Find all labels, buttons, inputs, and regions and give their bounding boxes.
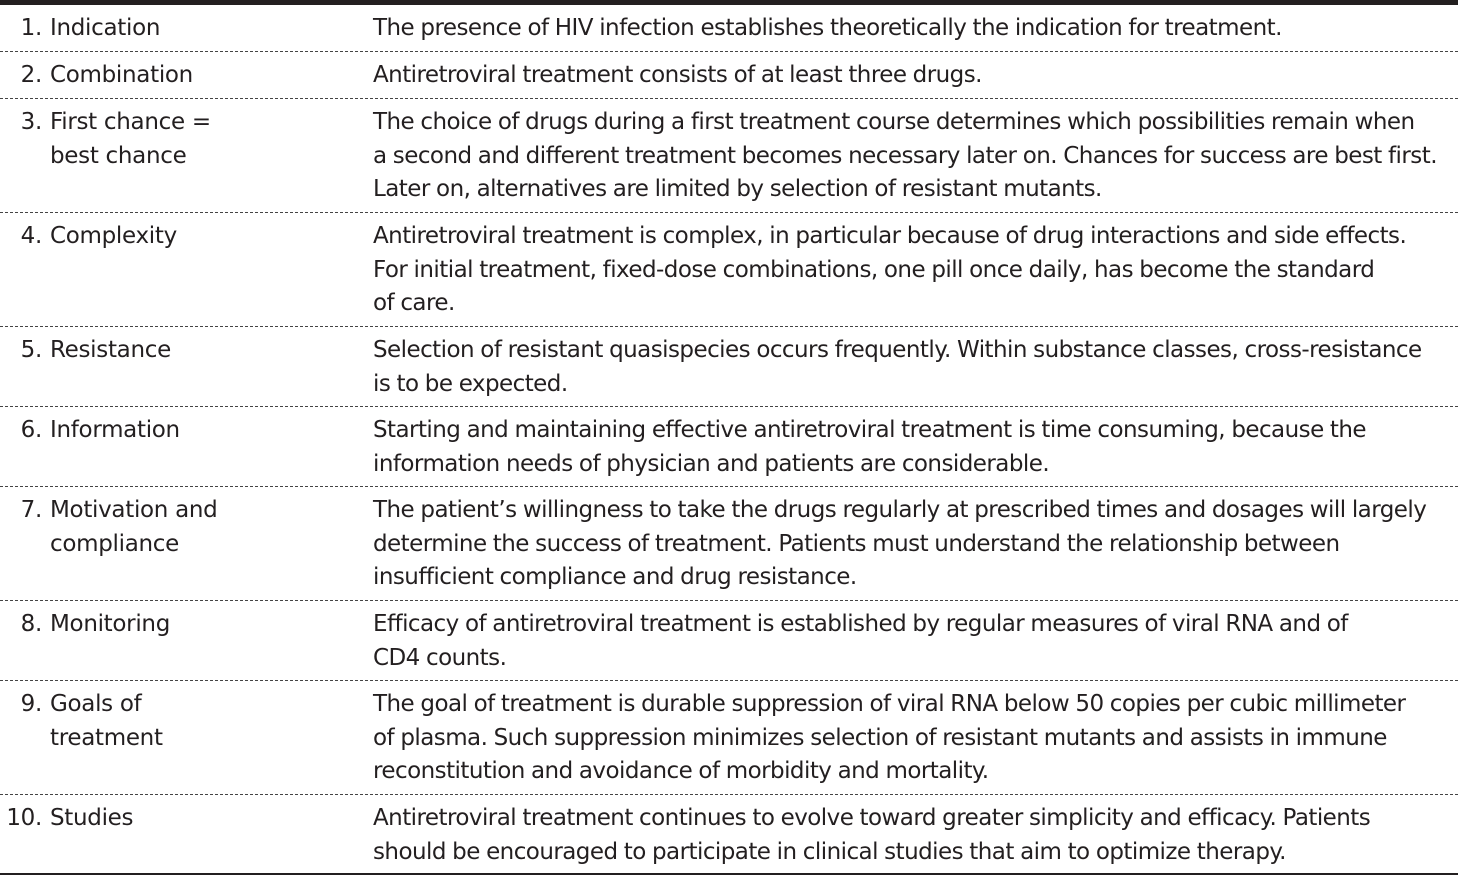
row-term — [50, 802, 365, 875]
row-number: 2. — [20, 62, 42, 88]
description-line: Efficacy of antiretroviral treatment is established by regular measures of viral RNA and of — [373, 611, 1348, 637]
description-line: Antiretroviral treatment consists of at least three drugs. — [373, 62, 982, 88]
description-line: is to be expected. — [373, 370, 568, 397]
row-description — [365, 494, 1458, 600]
row-description — [365, 802, 1458, 875]
row-description — [365, 334, 1458, 406]
row-description — [365, 12, 1458, 51]
term-line: treatment — [50, 724, 163, 751]
description-line: The goal of treatment is durable suppression of viral RNA below 50 copies per cubic millimeter — [373, 691, 1406, 717]
term-line: First chance = — [50, 109, 211, 135]
description-line: Starting and maintaining effective antiretroviral treatment is time consuming, because the — [373, 417, 1367, 443]
term-line: Complexity — [50, 223, 177, 249]
row-number: 4. — [20, 223, 42, 249]
term-line: Motivation and — [50, 497, 218, 523]
description-line: The patient’s willingness to take the drugs regularly at prescribed times and dosages will largely — [373, 497, 1427, 523]
row-term — [50, 220, 365, 326]
row-description — [365, 414, 1458, 486]
table-row — [0, 99, 1458, 213]
table-row — [0, 681, 1458, 795]
term-line: Resistance — [50, 337, 171, 363]
description-line: of care. — [373, 290, 455, 316]
table-row — [0, 5, 1458, 52]
description-line: Antiretroviral treatment is complex, in particular because of drug interactions and side effects. — [373, 223, 1407, 249]
row-number: 6. — [20, 417, 42, 443]
row-description — [365, 106, 1458, 212]
term-line: compliance — [50, 530, 179, 557]
term-line: Information — [50, 417, 180, 443]
table-row — [0, 601, 1458, 681]
term-line: Indication — [50, 15, 161, 41]
row-term — [50, 12, 365, 51]
description-line: The choice of drugs during a first treatment course determines which possibilities remain when — [373, 109, 1415, 135]
row-number: 5. — [20, 337, 42, 363]
table-row — [0, 52, 1458, 99]
description-line: Later on, alternatives are limited by selection of resistant mutants. — [373, 176, 1102, 202]
table-row — [0, 487, 1458, 601]
term-line: Studies — [50, 805, 134, 831]
row-number: 1. — [20, 15, 42, 41]
term-line: Goals of — [50, 691, 142, 717]
row-term — [50, 59, 365, 98]
row-description — [365, 688, 1458, 794]
row-description — [365, 608, 1458, 680]
row-term — [50, 334, 365, 406]
table-row — [0, 407, 1458, 487]
row-number: 3. — [20, 109, 42, 135]
description-line: Selection of resistant quasispecies occurs frequently. Within substance classes, cross-resistance — [373, 337, 1422, 363]
row-number: 7. — [20, 497, 42, 523]
description-line: should be encouraged to participate in clinical studies that aim to optimize therapy. — [373, 838, 1286, 865]
description-line: information needs of physician and patients are considerable. — [373, 450, 1050, 477]
row-term — [50, 688, 365, 794]
description-line: determine the success of treatment. Patients must understand the relationship between — [373, 530, 1340, 557]
row-term — [50, 494, 365, 600]
description-line: The presence of HIV infection establishes theoretically the indication for treatment. — [373, 15, 1282, 41]
term-line: best chance — [50, 142, 187, 169]
row-number: 9. — [20, 691, 42, 717]
description-line: reconstitution and avoidance of morbidity and mortality. — [373, 758, 989, 784]
row-description — [365, 59, 1458, 98]
row-number: 10. — [6, 805, 42, 831]
table-row — [0, 795, 1458, 875]
row-term — [50, 106, 365, 212]
term-line: Combination — [50, 62, 193, 88]
description-line: of plasma. Such suppression minimizes selection of resistant mutants and assists in immune — [373, 724, 1387, 751]
row-term — [50, 608, 365, 680]
description-line: For initial treatment, fixed-dose combinations, one pill once daily, has become the standard — [373, 256, 1375, 283]
row-term — [50, 414, 365, 486]
description-line: CD4 counts. — [373, 644, 507, 671]
description-line: insufficient compliance and drug resistance. — [373, 564, 857, 590]
row-number: 8. — [20, 611, 42, 637]
description-line: a second and different treatment becomes necessary later on. Chances for success are best first. — [373, 142, 1437, 169]
description-line: Antiretroviral treatment continues to evolve toward greater simplicity and efficacy. Patients — [373, 805, 1371, 831]
row-description — [365, 220, 1458, 326]
table-row — [0, 213, 1458, 327]
table-row — [0, 327, 1458, 407]
table-body — [0, 5, 1458, 875]
term-line: Monitoring — [50, 611, 170, 637]
